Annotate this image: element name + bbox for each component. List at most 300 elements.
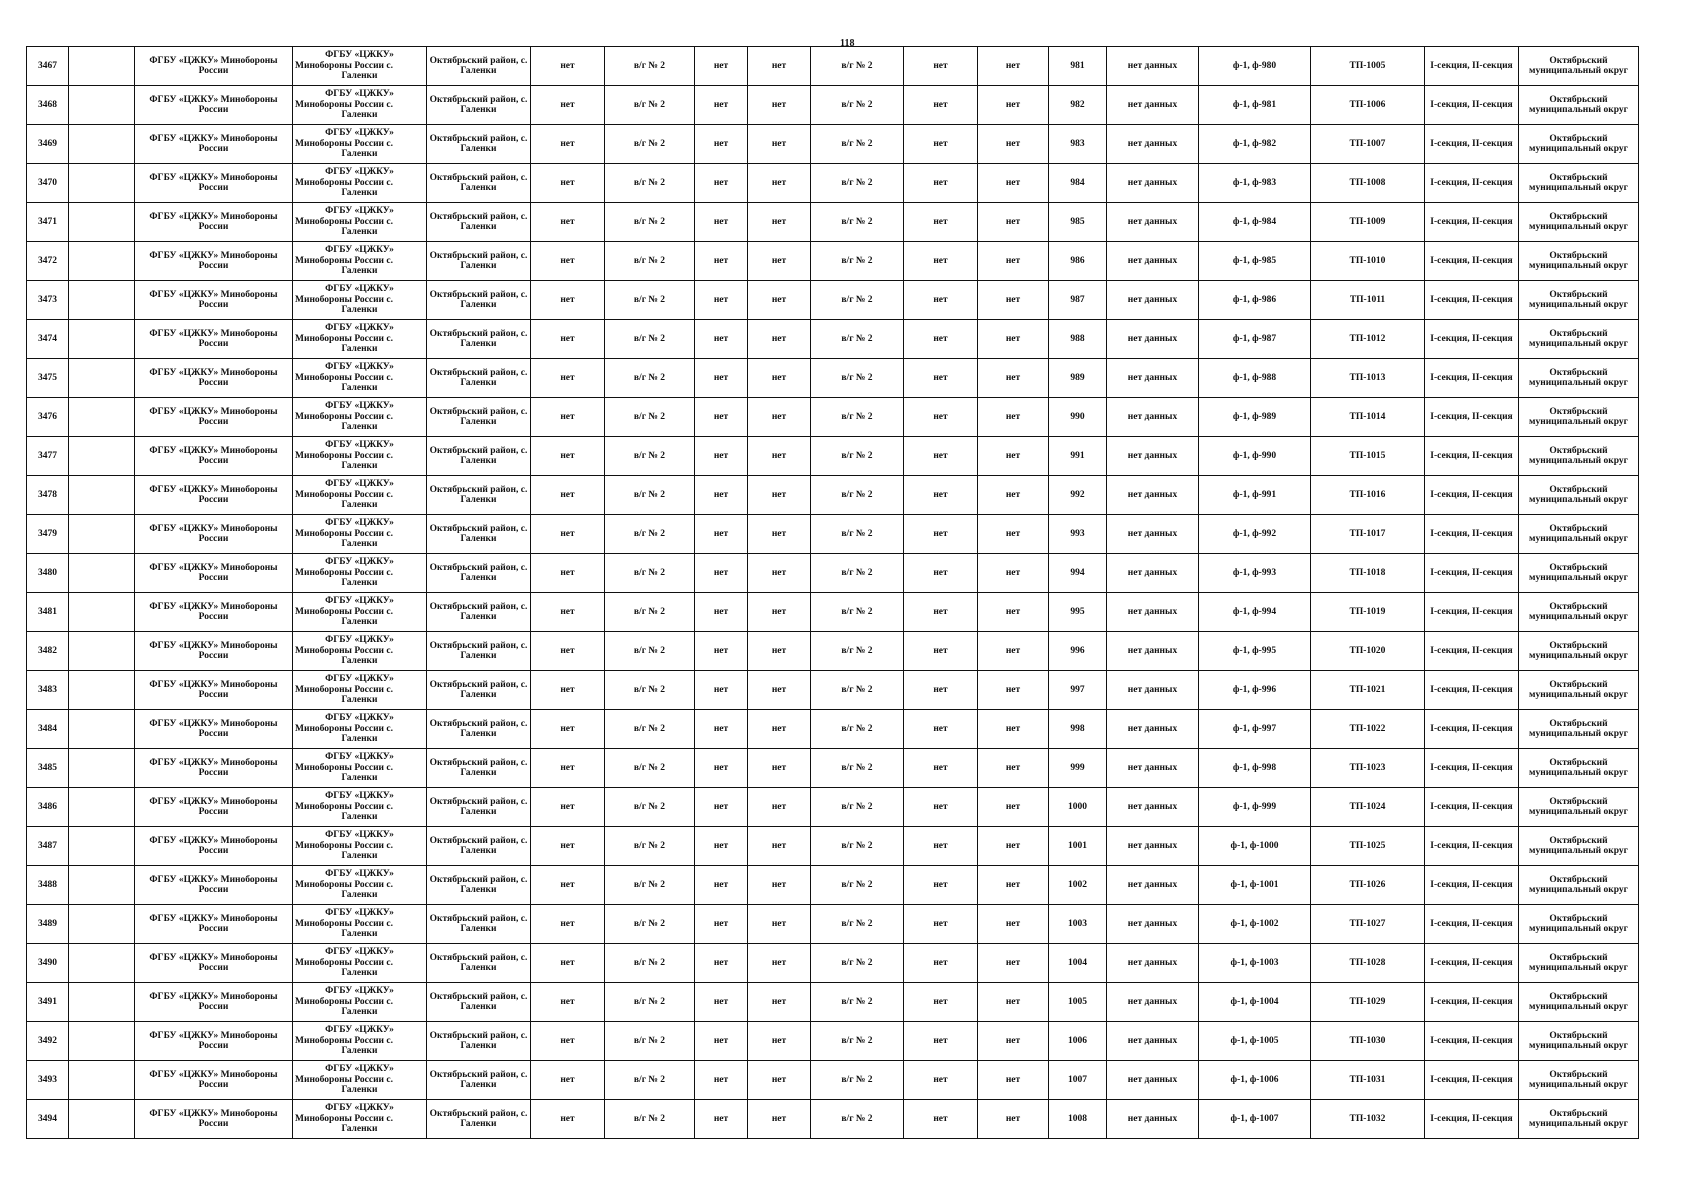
address-cell: Октябрьский район, с. Галенки <box>427 1061 531 1100</box>
row-number: 3479 <box>27 515 69 554</box>
row-number: 3493 <box>27 1061 69 1100</box>
owner-line: ФГБУ «ЦЖКУ» <box>325 947 394 958</box>
cell-col14: ф-1, ф-996 <box>1199 671 1311 710</box>
address-cell: Октябрьский район, с. Галенки <box>427 476 531 515</box>
district-cell: Октябрьский муниципальный округ <box>1519 515 1639 554</box>
cell-col14: ф-1, ф-1004 <box>1199 983 1311 1022</box>
cell-col15: ТП-1027 <box>1311 905 1425 944</box>
owner-cell <box>293 398 427 437</box>
cell-col14: ф-1, ф-1006 <box>1199 1061 1311 1100</box>
cell-col7: нет <box>695 1022 748 1061</box>
address-cell: Октябрьский район, с. Галенки <box>427 944 531 983</box>
cell-col13: нет данных <box>1107 476 1199 515</box>
cell-col16: I-секция, II-секция <box>1425 983 1519 1022</box>
table-row <box>27 827 1639 866</box>
owner-line: Галенки <box>341 812 378 823</box>
empty-cell <box>69 554 135 593</box>
address-cell: Октябрьский район, с. Галенки <box>427 515 531 554</box>
cell-col12: 997 <box>1049 671 1107 710</box>
cell-col13: нет данных <box>1107 203 1199 242</box>
empty-cell <box>69 164 135 203</box>
cell-col5: нет <box>531 905 605 944</box>
table-row <box>27 554 1639 593</box>
row-number: 3473 <box>27 281 69 320</box>
owner-line: Галенки <box>341 71 378 82</box>
owner-line: Галенки <box>341 578 378 589</box>
holder-cell: ФГБУ «ЦЖКУ» Минобороны России <box>135 164 293 203</box>
cell-col11: нет <box>978 749 1049 788</box>
cell-col14: ф-1, ф-989 <box>1199 398 1311 437</box>
cell-col16: I-секция, II-секция <box>1425 749 1519 788</box>
empty-cell <box>69 632 135 671</box>
cell-col12: 996 <box>1049 632 1107 671</box>
cell-col14: ф-1, ф-992 <box>1199 515 1311 554</box>
cell-col6: в/г № 2 <box>605 164 695 203</box>
cell-col7: нет <box>695 476 748 515</box>
cell-col11: нет <box>978 593 1049 632</box>
empty-cell <box>69 944 135 983</box>
cell-col16: I-секция, II-секция <box>1425 47 1519 86</box>
row-number: 3490 <box>27 944 69 983</box>
cell-col9: в/г № 2 <box>811 47 904 86</box>
address-cell: Октябрьский район, с. Галенки <box>427 1022 531 1061</box>
cell-col16: I-секция, II-секция <box>1425 671 1519 710</box>
cell-col7: нет <box>695 86 748 125</box>
cell-col13: нет данных <box>1107 281 1199 320</box>
owner-line: Минобороны России с. <box>295 723 394 734</box>
cell-col14: ф-1, ф-991 <box>1199 476 1311 515</box>
cell-col8: нет <box>748 1061 811 1100</box>
cell-col9: в/г № 2 <box>811 242 904 281</box>
holder-cell: ФГБУ «ЦЖКУ» Минобороны России <box>135 1100 293 1139</box>
cell-col5: нет <box>531 1022 605 1061</box>
owner-cell <box>293 905 427 944</box>
cell-col14: ф-1, ф-1005 <box>1199 1022 1311 1061</box>
owner-line: Минобороны России с. <box>295 957 394 968</box>
cell-col14: ф-1, ф-988 <box>1199 359 1311 398</box>
cell-col8: нет <box>748 554 811 593</box>
owner-line: Минобороны России с. <box>295 645 394 656</box>
district-cell: Октябрьский муниципальный округ <box>1519 125 1639 164</box>
cell-col15: ТП-1023 <box>1311 749 1425 788</box>
row-number: 3491 <box>27 983 69 1022</box>
owner-line: ФГБУ «ЦЖКУ» <box>325 830 394 841</box>
address-cell: Октябрьский район, с. Галенки <box>427 125 531 164</box>
cell-col8: нет <box>748 866 811 905</box>
cell-col15: ТП-1028 <box>1311 944 1425 983</box>
cell-col8: нет <box>748 242 811 281</box>
row-number: 3472 <box>27 242 69 281</box>
cell-col10: нет <box>904 242 978 281</box>
table-row <box>27 1061 1639 1100</box>
owner-line: Галенки <box>341 305 378 316</box>
cell-col16: I-секция, II-секция <box>1425 164 1519 203</box>
registry-table <box>26 46 1639 1139</box>
district-cell: Октябрьский муниципальный округ <box>1519 710 1639 749</box>
owner-line: Галенки <box>341 851 378 862</box>
district-cell: Октябрьский муниципальный округ <box>1519 320 1639 359</box>
holder-cell: ФГБУ «ЦЖКУ» Минобороны России <box>135 281 293 320</box>
cell-col5: нет <box>531 632 605 671</box>
address-cell: Октябрьский район, с. Галенки <box>427 827 531 866</box>
cell-col10: нет <box>904 1022 978 1061</box>
owner-line: Галенки <box>341 1124 378 1135</box>
cell-col9: в/г № 2 <box>811 1061 904 1100</box>
cell-col10: нет <box>904 905 978 944</box>
cell-col16: I-секция, II-секция <box>1425 86 1519 125</box>
holder-cell: ФГБУ «ЦЖКУ» Минобороны России <box>135 632 293 671</box>
cell-col10: нет <box>904 437 978 476</box>
table-row <box>27 398 1639 437</box>
row-number: 3474 <box>27 320 69 359</box>
empty-cell <box>69 749 135 788</box>
cell-col15: ТП-1022 <box>1311 710 1425 749</box>
cell-col11: нет <box>978 554 1049 593</box>
cell-col15: ТП-1025 <box>1311 827 1425 866</box>
cell-col8: нет <box>748 749 811 788</box>
cell-col7: нет <box>695 671 748 710</box>
holder-cell: ФГБУ «ЦЖКУ» Минобороны России <box>135 944 293 983</box>
owner-cell <box>293 827 427 866</box>
registry-body <box>27 47 1639 1139</box>
cell-col11: нет <box>978 905 1049 944</box>
cell-col9: в/г № 2 <box>811 710 904 749</box>
holder-cell: ФГБУ «ЦЖКУ» Минобороны России <box>135 203 293 242</box>
empty-cell <box>69 1100 135 1139</box>
cell-col13: нет данных <box>1107 47 1199 86</box>
owner-cell <box>293 671 427 710</box>
address-cell: Октябрьский район, с. Галенки <box>427 866 531 905</box>
cell-col14: ф-1, ф-990 <box>1199 437 1311 476</box>
cell-col5: нет <box>531 203 605 242</box>
address-cell: Октябрьский район, с. Галенки <box>427 242 531 281</box>
cell-col9: в/г № 2 <box>811 281 904 320</box>
owner-line: ФГБУ «ЦЖКУ» <box>325 50 394 61</box>
cell-col5: нет <box>531 1100 605 1139</box>
owner-line: ФГБУ «ЦЖКУ» <box>325 986 394 997</box>
cell-col10: нет <box>904 164 978 203</box>
cell-col7: нет <box>695 827 748 866</box>
address-cell: Октябрьский район, с. Галенки <box>427 164 531 203</box>
cell-col7: нет <box>695 1100 748 1139</box>
cell-col11: нет <box>978 398 1049 437</box>
cell-col14: ф-1, ф-995 <box>1199 632 1311 671</box>
owner-line: ФГБУ «ЦЖКУ» <box>325 206 394 217</box>
cell-col10: нет <box>904 125 978 164</box>
owner-cell <box>293 476 427 515</box>
owner-line: ФГБУ «ЦЖКУ» <box>325 596 394 607</box>
holder-cell: ФГБУ «ЦЖКУ» Минобороны России <box>135 1022 293 1061</box>
cell-col16: I-секция, II-секция <box>1425 788 1519 827</box>
district-cell: Октябрьский муниципальный округ <box>1519 164 1639 203</box>
cell-col7: нет <box>695 788 748 827</box>
cell-col6: в/г № 2 <box>605 476 695 515</box>
owner-line: Минобороны России с. <box>295 138 394 149</box>
cell-col11: нет <box>978 125 1049 164</box>
cell-col8: нет <box>748 164 811 203</box>
cell-col9: в/г № 2 <box>811 476 904 515</box>
cell-col11: нет <box>978 437 1049 476</box>
cell-col6: в/г № 2 <box>605 437 695 476</box>
empty-cell <box>69 788 135 827</box>
cell-col5: нет <box>531 866 605 905</box>
cell-col13: нет данных <box>1107 437 1199 476</box>
cell-col11: нет <box>978 944 1049 983</box>
cell-col13: нет данных <box>1107 788 1199 827</box>
address-cell: Октябрьский район, с. Галенки <box>427 398 531 437</box>
owner-line: Минобороны России с. <box>295 333 394 344</box>
cell-col13: нет данных <box>1107 86 1199 125</box>
owner-line: ФГБУ «ЦЖКУ» <box>325 362 394 373</box>
cell-col10: нет <box>904 47 978 86</box>
cell-col16: I-секция, II-секция <box>1425 944 1519 983</box>
cell-col6: в/г № 2 <box>605 749 695 788</box>
owner-line: ФГБУ «ЦЖКУ» <box>325 323 394 334</box>
cell-col13: нет данных <box>1107 632 1199 671</box>
cell-col16: I-секция, II-секция <box>1425 281 1519 320</box>
table-row <box>27 866 1639 905</box>
cell-col11: нет <box>978 242 1049 281</box>
address-cell: Октябрьский район, с. Галенки <box>427 788 531 827</box>
cell-col12: 988 <box>1049 320 1107 359</box>
address-cell: Октябрьский район, с. Галенки <box>427 749 531 788</box>
district-cell: Октябрьский муниципальный округ <box>1519 281 1639 320</box>
cell-col15: ТП-1009 <box>1311 203 1425 242</box>
cell-col10: нет <box>904 749 978 788</box>
cell-col7: нет <box>695 359 748 398</box>
owner-line: Минобороны России с. <box>295 294 394 305</box>
owner-line: Галенки <box>341 617 378 628</box>
cell-col6: в/г № 2 <box>605 1022 695 1061</box>
owner-line: Минобороны России с. <box>295 450 394 461</box>
cell-col15: ТП-1026 <box>1311 866 1425 905</box>
cell-col12: 992 <box>1049 476 1107 515</box>
cell-col10: нет <box>904 554 978 593</box>
cell-col8: нет <box>748 47 811 86</box>
cell-col14: ф-1, ф-1000 <box>1199 827 1311 866</box>
cell-col8: нет <box>748 398 811 437</box>
cell-col6: в/г № 2 <box>605 281 695 320</box>
empty-cell <box>69 1022 135 1061</box>
holder-cell: ФГБУ «ЦЖКУ» Минобороны России <box>135 827 293 866</box>
owner-line: ФГБУ «ЦЖКУ» <box>325 245 394 256</box>
owner-line: ФГБУ «ЦЖКУ» <box>325 635 394 646</box>
empty-cell <box>69 47 135 86</box>
holder-cell: ФГБУ «ЦЖКУ» Минобороны России <box>135 437 293 476</box>
row-number: 3484 <box>27 710 69 749</box>
cell-col11: нет <box>978 1022 1049 1061</box>
owner-line: Минобороны России с. <box>295 840 394 851</box>
owner-line: Минобороны России с. <box>295 177 394 188</box>
owner-cell <box>293 320 427 359</box>
owner-line: ФГБУ «ЦЖКУ» <box>325 167 394 178</box>
cell-col5: нет <box>531 827 605 866</box>
cell-col15: ТП-1008 <box>1311 164 1425 203</box>
row-number: 3469 <box>27 125 69 164</box>
cell-col15: ТП-1010 <box>1311 242 1425 281</box>
cell-col15: ТП-1019 <box>1311 593 1425 632</box>
cell-col5: нет <box>531 398 605 437</box>
owner-line: ФГБУ «ЦЖКУ» <box>325 869 394 880</box>
cell-col14: ф-1, ф-983 <box>1199 164 1311 203</box>
cell-col13: нет данных <box>1107 164 1199 203</box>
owner-line: ФГБУ «ЦЖКУ» <box>325 713 394 724</box>
district-cell: Октябрьский муниципальный округ <box>1519 788 1639 827</box>
table-row <box>27 86 1639 125</box>
cell-col13: нет данных <box>1107 359 1199 398</box>
cell-col5: нет <box>531 164 605 203</box>
row-number: 3468 <box>27 86 69 125</box>
address-cell: Октябрьский район, с. Галенки <box>427 1100 531 1139</box>
row-number: 3481 <box>27 593 69 632</box>
cell-col5: нет <box>531 749 605 788</box>
district-cell: Октябрьский муниципальный округ <box>1519 242 1639 281</box>
cell-col8: нет <box>748 905 811 944</box>
empty-cell <box>69 1061 135 1100</box>
cell-col8: нет <box>748 1022 811 1061</box>
cell-col12: 982 <box>1049 86 1107 125</box>
table-row <box>27 437 1639 476</box>
cell-col12: 1005 <box>1049 983 1107 1022</box>
empty-cell <box>69 398 135 437</box>
cell-col5: нет <box>531 242 605 281</box>
district-cell: Октябрьский муниципальный округ <box>1519 632 1639 671</box>
cell-col15: ТП-1021 <box>1311 671 1425 710</box>
owner-line: Галенки <box>341 1007 378 1018</box>
owner-cell <box>293 164 427 203</box>
cell-col6: в/г № 2 <box>605 320 695 359</box>
cell-col6: в/г № 2 <box>605 398 695 437</box>
cell-col14: ф-1, ф-1003 <box>1199 944 1311 983</box>
table-row <box>27 281 1639 320</box>
cell-col12: 991 <box>1049 437 1107 476</box>
cell-col11: нет <box>978 359 1049 398</box>
cell-col14: ф-1, ф-982 <box>1199 125 1311 164</box>
cell-col13: нет данных <box>1107 125 1199 164</box>
cell-col12: 1007 <box>1049 1061 1107 1100</box>
owner-line: Минобороны России с. <box>295 1035 394 1046</box>
cell-col9: в/г № 2 <box>811 749 904 788</box>
cell-col9: в/г № 2 <box>811 86 904 125</box>
address-cell: Октябрьский район, с. Галенки <box>427 710 531 749</box>
cell-col7: нет <box>695 593 748 632</box>
owner-line: Галенки <box>341 500 378 511</box>
cell-col8: нет <box>748 983 811 1022</box>
cell-col7: нет <box>695 47 748 86</box>
cell-col10: нет <box>904 1061 978 1100</box>
row-number: 3467 <box>27 47 69 86</box>
cell-col8: нет <box>748 710 811 749</box>
row-number: 3470 <box>27 164 69 203</box>
holder-cell: ФГБУ «ЦЖКУ» Минобороны России <box>135 866 293 905</box>
cell-col9: в/г № 2 <box>811 359 904 398</box>
holder-cell: ФГБУ «ЦЖКУ» Минобороны России <box>135 47 293 86</box>
empty-cell <box>69 593 135 632</box>
cell-col12: 994 <box>1049 554 1107 593</box>
address-cell: Октябрьский район, с. Галенки <box>427 203 531 242</box>
cell-col8: нет <box>748 788 811 827</box>
table-row <box>27 1022 1639 1061</box>
cell-col5: нет <box>531 281 605 320</box>
cell-col14: ф-1, ф-993 <box>1199 554 1311 593</box>
cell-col6: в/г № 2 <box>605 125 695 164</box>
cell-col6: в/г № 2 <box>605 359 695 398</box>
cell-col12: 986 <box>1049 242 1107 281</box>
cell-col16: I-секция, II-секция <box>1425 203 1519 242</box>
cell-col10: нет <box>904 866 978 905</box>
cell-col9: в/г № 2 <box>811 788 904 827</box>
cell-col15: ТП-1020 <box>1311 632 1425 671</box>
cell-col6: в/г № 2 <box>605 47 695 86</box>
table-row <box>27 632 1639 671</box>
cell-col6: в/г № 2 <box>605 593 695 632</box>
cell-col7: нет <box>695 515 748 554</box>
cell-col16: I-секция, II-секция <box>1425 476 1519 515</box>
cell-col15: ТП-1013 <box>1311 359 1425 398</box>
holder-cell: ФГБУ «ЦЖКУ» Минобороны России <box>135 983 293 1022</box>
cell-col8: нет <box>748 593 811 632</box>
district-cell: Октябрьский муниципальный округ <box>1519 1022 1639 1061</box>
cell-col9: в/г № 2 <box>811 515 904 554</box>
cell-col12: 981 <box>1049 47 1107 86</box>
empty-cell <box>69 983 135 1022</box>
owner-line: Галенки <box>341 422 378 433</box>
cell-col14: ф-1, ф-999 <box>1199 788 1311 827</box>
owner-line: Галенки <box>341 149 378 160</box>
holder-cell: ФГБУ «ЦЖКУ» Минобороны России <box>135 788 293 827</box>
cell-col7: нет <box>695 320 748 359</box>
cell-col13: нет данных <box>1107 983 1199 1022</box>
cell-col13: нет данных <box>1107 1100 1199 1139</box>
address-cell: Октябрьский район, с. Галенки <box>427 554 531 593</box>
cell-col8: нет <box>748 515 811 554</box>
cell-col15: ТП-1005 <box>1311 47 1425 86</box>
address-cell: Октябрьский район, с. Галенки <box>427 47 531 86</box>
row-number: 3480 <box>27 554 69 593</box>
address-cell: Октябрьский район, с. Галенки <box>427 632 531 671</box>
owner-line: ФГБУ «ЦЖКУ» <box>325 284 394 295</box>
owner-line: ФГБУ «ЦЖКУ» <box>325 89 394 100</box>
empty-cell <box>69 281 135 320</box>
cell-col10: нет <box>904 203 978 242</box>
owner-cell <box>293 281 427 320</box>
cell-col5: нет <box>531 125 605 164</box>
owner-line: Галенки <box>341 383 378 394</box>
owner-line: Минобороны России с. <box>295 489 394 500</box>
cell-col10: нет <box>904 944 978 983</box>
cell-col13: нет данных <box>1107 593 1199 632</box>
cell-col13: нет данных <box>1107 398 1199 437</box>
holder-cell: ФГБУ «ЦЖКУ» Минобороны России <box>135 359 293 398</box>
cell-col7: нет <box>695 749 748 788</box>
owner-line: Минобороны России с. <box>295 1113 394 1124</box>
table-row <box>27 125 1639 164</box>
cell-col8: нет <box>748 125 811 164</box>
cell-col14: ф-1, ф-981 <box>1199 86 1311 125</box>
owner-cell <box>293 749 427 788</box>
cell-col9: в/г № 2 <box>811 437 904 476</box>
cell-col7: нет <box>695 866 748 905</box>
owner-line: Минобороны России с. <box>295 606 394 617</box>
cell-col8: нет <box>748 320 811 359</box>
owner-cell <box>293 125 427 164</box>
row-number: 3492 <box>27 1022 69 1061</box>
cell-col5: нет <box>531 710 605 749</box>
cell-col12: 1006 <box>1049 1022 1107 1061</box>
cell-col13: нет данных <box>1107 710 1199 749</box>
cell-col12: 999 <box>1049 749 1107 788</box>
cell-col16: I-секция, II-секция <box>1425 554 1519 593</box>
